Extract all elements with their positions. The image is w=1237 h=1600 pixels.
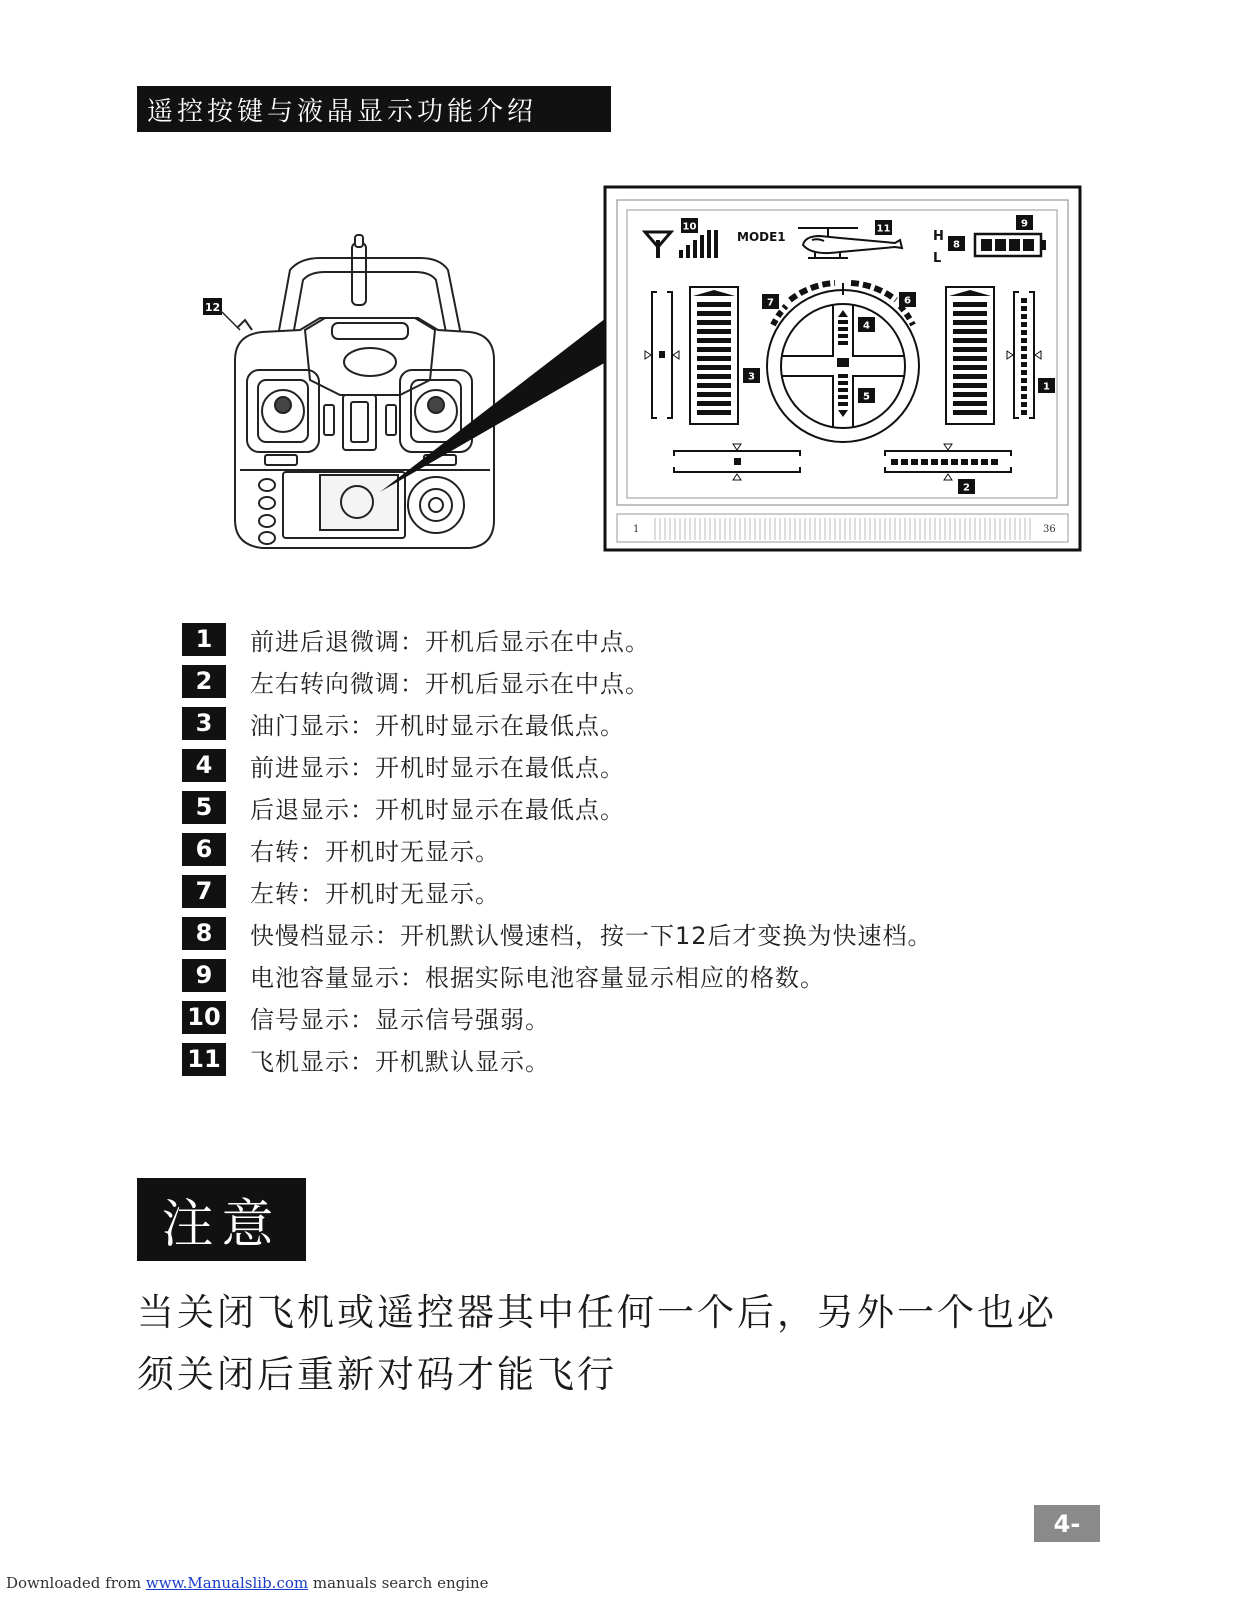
legend-number: 11 [182, 1043, 226, 1076]
legend-number: 6 [182, 833, 226, 866]
legend-text: 后退显示：开机时显示在最低点。 [250, 795, 625, 824]
legend-text: 前进后退微调：开机后显示在中点。 [250, 627, 650, 656]
legend-number: 10 [182, 1001, 226, 1034]
lcd-label-9: 9 [1021, 218, 1028, 230]
scale-start: 1 [633, 524, 640, 535]
legend-item [182, 954, 933, 996]
legend-number: 8 [182, 917, 226, 950]
legend-item [182, 912, 933, 954]
lcd-label-1: 1 [1043, 381, 1050, 393]
legend-number: 2 [182, 665, 226, 698]
footer-suffix: manuals search engine [308, 1574, 489, 1592]
legend-text: 油门显示：开机时显示在最低点。 [250, 711, 625, 740]
note-body [137, 1282, 1117, 1406]
legend-item [182, 1038, 933, 1080]
legend-list [182, 618, 933, 1080]
legend-text: 飞机显示：开机默认显示。 [250, 1047, 550, 1076]
legend-number: 4 [182, 749, 226, 782]
speed-low: L [933, 251, 942, 266]
lcd-label-7: 7 [767, 297, 774, 309]
legend-item [182, 828, 933, 870]
footer-prefix: Downloaded from [6, 1574, 146, 1592]
footer [6, 1574, 489, 1592]
legend-item [182, 702, 933, 744]
controller-lcd-figure [0, 0, 1237, 560]
mode-label: MODE1 [737, 230, 786, 244]
legend-number: 9 [182, 959, 226, 992]
speed-high: H [933, 229, 944, 244]
label-12: 12 [204, 301, 221, 314]
legend-text: 右转：开机时无显示。 [250, 837, 500, 866]
legend-item [182, 618, 933, 660]
transmitter-illustration [235, 235, 494, 548]
lcd-label-8: 8 [953, 239, 960, 251]
section-title: 遥控按键与液晶显示功能介绍 [137, 86, 611, 132]
legend-number: 5 [182, 791, 226, 824]
legend-item [182, 996, 933, 1038]
legend-number: 3 [182, 707, 226, 740]
lcd-label-3: 3 [748, 371, 755, 383]
legend-text: 快慢档显示：开机默认慢速档，按一下12后才变换为快速档。 [250, 921, 933, 950]
manualslib-link[interactable]: www.Manualslib.com [145, 1574, 309, 1592]
note-line-2: 须关闭后重新对码才能飞行 [137, 1353, 617, 1396]
lcd-label-2: 2 [963, 482, 970, 494]
legend-text: 左转：开机时无显示。 [250, 879, 500, 908]
legend-item [182, 786, 933, 828]
legend-text: 电池容量显示：根据实际电池容量显示相应的格数。 [250, 963, 825, 992]
legend-item [182, 870, 933, 912]
legend-text: 左右转向微调：开机后显示在中点。 [250, 669, 650, 698]
scale-end: 36 [1043, 524, 1056, 535]
legend-item [182, 660, 933, 702]
note-line-1: 当关闭飞机或遥控器其中任何一个后，另外一个也必 [137, 1291, 1057, 1334]
lcd-display [605, 187, 1080, 550]
note-title: 注意 [137, 1178, 306, 1261]
legend-text: 信号显示：显示信号强弱。 [250, 1005, 550, 1034]
legend-item [182, 744, 933, 786]
lcd-label-10: 10 [682, 221, 697, 233]
lcd-label-6: 6 [904, 295, 911, 307]
legend-number: 1 [182, 623, 226, 656]
legend-number: 7 [182, 875, 226, 908]
lcd-label-5: 5 [863, 391, 870, 403]
lcd-label-11: 11 [876, 223, 891, 235]
legend-text: 前进显示：开机时显示在最低点。 [250, 753, 625, 782]
lcd-label-4: 4 [863, 320, 870, 332]
page-number: 4- [1034, 1505, 1100, 1542]
